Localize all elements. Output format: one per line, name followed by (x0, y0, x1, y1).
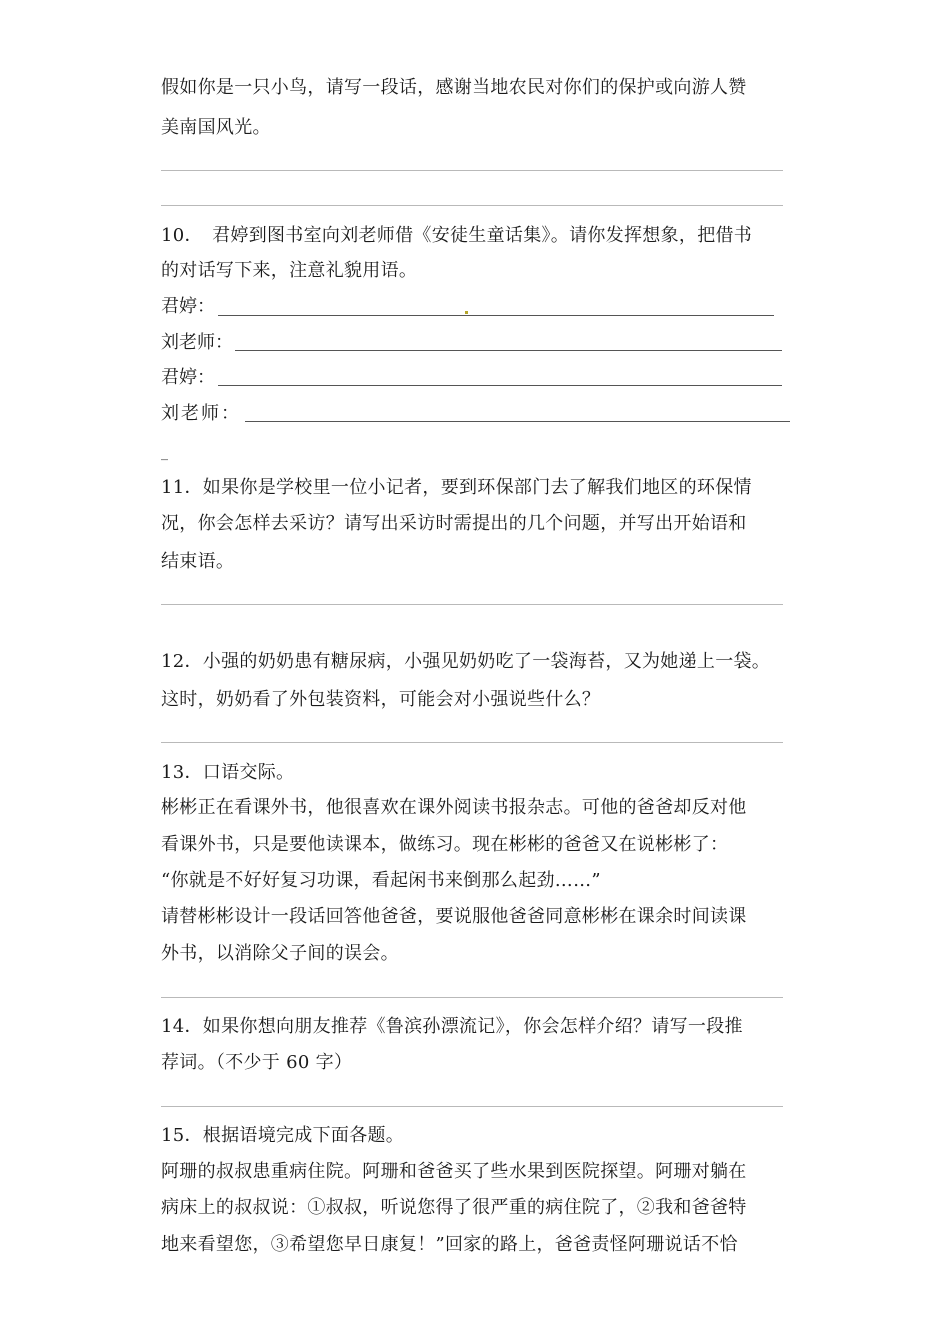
q14-text-line1: 14．如果你想向朋友推荐《鲁滨孙漂流记》，你会怎样介绍？请写一段推 (161, 1016, 743, 1037)
q11-text-line2: 况，你会怎样去采访？请写出采访时需提出的几个问题，并写出开始语和 (161, 513, 747, 534)
q10-text-line2: 的对话写下来，注意礼貌用语。 (161, 260, 418, 281)
q13-text-line3: 看课外书，只是要他读课本，做练习。现在彬彬的爸爸又在说彬彬了： (161, 834, 729, 855)
q9-text-line1: 假如你是一只小鸟，请写一段话，感谢当地农民对你们的保护或向游人赞 (161, 77, 747, 98)
q10-text-line1: 10． 君婷到图书室向刘老师借《安徒生童话集》。请你发挥想象，把借书 (161, 225, 753, 246)
stray-dot-mark (465, 311, 468, 314)
q13-text-line4: “你就是不好好复习功课，看起闲书来倒那么起劲……” (161, 870, 601, 891)
q10-answer-line-3[interactable] (218, 385, 782, 386)
q12-text-line1: 12．小强的奶奶患有糖尿病，小强见奶奶吃了一袋海苔，又为她递上一袋。 (161, 651, 771, 672)
q13-text-line6: 外书，以消除父子间的误会。 (161, 943, 399, 964)
q13-text-line1: 13．口语交际。 (161, 762, 295, 783)
q15-text-line2: 阿珊的叔叔患重病住院。阿珊和爸爸买了些水果到医院探望。阿珊对躺在 (161, 1161, 747, 1182)
q11-text-line3: 结束语。 (161, 551, 235, 572)
q11-answer-line[interactable] (161, 604, 783, 605)
q10-speaker-junting-2: 君婷： (161, 367, 215, 388)
q11-text-line1: 11．如果你是学校里一位小记者，要到环保部门去了解我们地区的环保情 (161, 477, 752, 498)
q10-answer-line-1[interactable] (218, 315, 774, 316)
q15-text-line3: 病床上的叔叔说：①叔叔，听说您得了很严重的病住院了，②我和爸爸特 (161, 1197, 747, 1218)
q13-text-line5: 请替彬彬设计一段话回答他爸爸，要说服他爸爸同意彬彬在课余时间读课 (161, 906, 747, 927)
q13-answer-line[interactable] (161, 997, 783, 998)
q10-answer-line-4[interactable] (245, 421, 790, 422)
q10-answer-line-2[interactable] (235, 350, 782, 351)
q12-text-line2: 这时，奶奶看了外包装资料，可能会对小强说些什么？ (161, 689, 601, 710)
q13-text-line2: 彬彬正在看课外书，他很喜欢在课外阅读书报杂志。可他的爸爸却反对他 (161, 797, 747, 818)
q15-text-line4: 地来看望您，③希望您早日康复！”回家的路上，爸爸责怪阿珊说话不恰 (161, 1234, 738, 1255)
q10-speaker-teacher-1: 刘老师： (161, 332, 233, 353)
stray-underscore-mark: _ (161, 445, 168, 461)
q12-answer-line[interactable] (161, 742, 783, 743)
q10-speaker-teacher-2: 刘老师： (161, 403, 241, 424)
q15-text-line1: 15．根据语境完成下面各题。 (161, 1125, 405, 1146)
q10-speaker-junting-1: 君婷： (161, 296, 215, 317)
q9-answer-line-2[interactable] (161, 205, 783, 206)
q9-text-line2: 美南国风光。 (161, 117, 271, 138)
q14-text-line2: 荐词。（不少于 60 字） (161, 1052, 353, 1073)
q14-answer-line[interactable] (161, 1106, 783, 1107)
q9-answer-line-1[interactable] (161, 170, 783, 171)
